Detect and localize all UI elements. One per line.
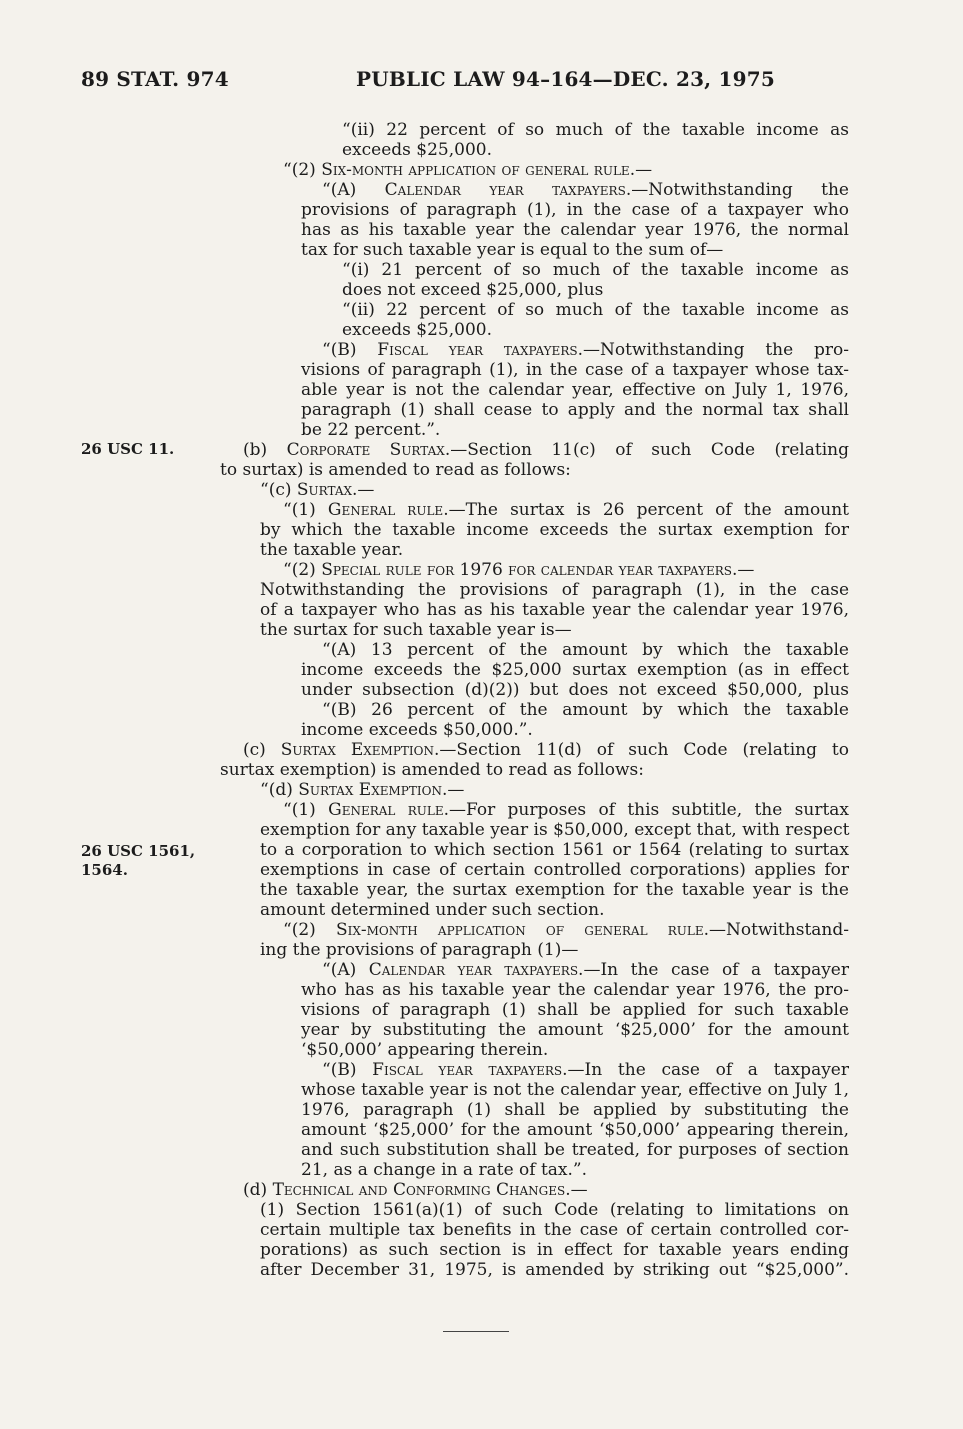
- line-text: whose taxable year is not the calendar year, effective on July 1,: [301, 1080, 849, 1100]
- section-heading: Fiscal year taxpayers: [372, 1060, 563, 1080]
- text-line: [301, 1040, 548, 1060]
- text-line: [301, 720, 533, 740]
- text-line: [260, 480, 374, 500]
- text-line: [260, 1220, 849, 1240]
- text-line: [220, 760, 644, 780]
- text-line: [322, 700, 849, 720]
- line-text-continued: .—Notwithstanding the: [625, 180, 849, 200]
- line-text: “(A) 13 percent of the amount by which the taxable: [322, 640, 849, 660]
- text-line: [342, 120, 849, 140]
- line-text: (c): [243, 740, 281, 760]
- text-line: [283, 160, 652, 180]
- line-text: visions of paragraph (1) shall be applied for such taxable: [301, 1000, 849, 1020]
- section-heading: Six-month application of general rule: [335, 920, 704, 940]
- line-text: provisions of paragraph (1), in the case of a taxpayer who: [301, 200, 849, 220]
- margin-note-26usc11: 26 USC 11.: [81, 440, 175, 458]
- text-line: [342, 140, 492, 160]
- line-text-continued: .—Section 11(d) of such Code (relating to: [434, 740, 849, 760]
- line-text: ing the provisions of paragraph (1)—: [260, 940, 579, 960]
- text-line: [260, 840, 849, 860]
- line-text: “(2): [283, 160, 322, 180]
- line-text: to a corporation to which section 1561 or 1564 (relating to surtax: [260, 840, 849, 860]
- line-text: income exceeds the $25,000 surtax exemption (as in effect: [301, 660, 849, 680]
- line-text: Notwithstanding the provisions of paragraph (1), in the case: [260, 580, 849, 600]
- line-text: the taxable year.: [260, 540, 404, 560]
- text-line: [283, 800, 849, 820]
- line-text-continued: .—In the case of a taxpayer: [562, 1060, 849, 1080]
- line-text: “(A): [322, 960, 369, 980]
- text-line: [260, 1260, 849, 1280]
- text-line: [301, 660, 849, 680]
- text-line: [322, 640, 849, 660]
- text-line: [260, 540, 403, 560]
- section-heading: General rule: [327, 500, 444, 520]
- text-line: [260, 900, 605, 920]
- line-text: “(i) 21 percent of so much of the taxable income as: [342, 260, 849, 280]
- line-text: porations) as such section is in effect for taxable years ending: [260, 1240, 849, 1260]
- margin-note-26usc1561-line1: 26 USC 1561,: [81, 842, 196, 860]
- line-text: under subsection (d)(2)) but does not exceed $50,000, plus: [301, 680, 849, 700]
- line-text: “(A): [322, 180, 385, 200]
- line-text-continued: .—Notwithstand-: [703, 920, 849, 940]
- line-text-continued: .—: [441, 780, 465, 800]
- text-line: [322, 960, 849, 980]
- line-text: “(1): [283, 800, 329, 820]
- line-text: ‘$50,000’ appearing therein.: [301, 1040, 549, 1060]
- text-line: [301, 1120, 849, 1140]
- line-text: after December 31, 1975, is amended by striking out “$25,000”.: [260, 1260, 849, 1280]
- line-text: to surtax) is amended to read as follows:: [220, 460, 571, 480]
- section-heading: Corporate Surtax: [286, 440, 445, 460]
- line-text: visions of paragraph (1), in the case of a taxpayer whose tax-: [301, 360, 849, 380]
- text-line: [301, 360, 849, 380]
- text-line: [342, 320, 492, 340]
- text-line: [301, 680, 849, 700]
- text-line: [301, 1020, 849, 1040]
- text-line: [301, 1080, 849, 1100]
- line-text: “(1): [283, 500, 328, 520]
- line-text: year by substituting the amount ‘$25,000’ for the amount: [301, 1020, 849, 1040]
- line-text: of a taxpayer who has as his taxable year the calendar year 1976,: [260, 600, 849, 620]
- section-heading: Fiscal year taxpayers: [377, 340, 578, 360]
- line-text: exemption for any taxable year is $50,000, except that, with respect: [260, 820, 850, 840]
- line-text: “(d): [260, 780, 299, 800]
- line-text: “(ii) 22 percent of so much of the taxable income as: [342, 120, 849, 140]
- text-line: [301, 220, 849, 240]
- line-text-continued: .—: [732, 560, 755, 580]
- text-line: [283, 560, 754, 580]
- line-text: (b): [243, 440, 287, 460]
- section-heading: Surtax Exemption: [298, 780, 442, 800]
- text-line: [322, 340, 849, 360]
- stat-citation: 89 STAT. 974: [81, 67, 229, 91]
- line-text-continued: .—In the case of a taxpayer: [578, 960, 849, 980]
- section-heading: Calendar year taxpayers: [368, 960, 579, 980]
- line-text: “(ii) 22 percent of so much of the taxable income as: [342, 300, 849, 320]
- text-line: [260, 940, 578, 960]
- section-heading: Surtax: [296, 480, 353, 500]
- line-text-continued: .—For purposes of this subtitle, the surtax: [443, 800, 849, 820]
- line-text: “(B): [322, 340, 378, 360]
- text-line: [301, 1100, 849, 1120]
- line-text: who has as his taxable year the calendar year 1976, the pro-: [301, 980, 849, 1000]
- line-text: paragraph (1) shall cease to apply and the normal tax shall: [301, 400, 849, 420]
- section-heading: General rule: [328, 800, 444, 820]
- line-text: the surtax for such taxable year is—: [260, 620, 572, 640]
- line-text: and such substitution shall be treated, for purposes of section: [301, 1140, 849, 1160]
- text-line: [301, 1160, 587, 1180]
- text-line: [301, 1140, 849, 1160]
- section-heading: Six-month application of general rule: [321, 160, 630, 180]
- line-text: amount determined under such section.: [260, 900, 605, 920]
- text-line: [342, 280, 603, 300]
- line-text-continued: .—: [565, 1180, 588, 1200]
- line-text: tax for such taxable year is equal to the sum of—: [301, 240, 724, 260]
- line-text-continued: .—: [629, 160, 653, 180]
- text-line: [301, 1000, 849, 1020]
- text-line: [260, 620, 572, 640]
- line-text: by which the taxable income exceeds the surtax exemption for: [260, 520, 849, 540]
- text-line: [322, 1060, 849, 1080]
- line-text-continued: .—: [352, 480, 375, 500]
- text-line: [283, 500, 849, 520]
- line-text: be 22 percent.”.: [301, 420, 441, 440]
- line-text: 1976, paragraph (1) shall be applied by substituting the: [301, 1100, 849, 1120]
- line-text-continued: .—Notwithstanding the pro-: [577, 340, 849, 360]
- line-text: surtax exemption) is amended to read as follows:: [220, 760, 644, 780]
- text-line: [260, 1200, 849, 1220]
- section-heading: Special rule for 1976 for calendar year taxpayers: [321, 560, 733, 580]
- line-text: amount ‘$25,000’ for the amount ‘$50,000’ appearing therein,: [301, 1120, 849, 1140]
- text-line: [243, 440, 849, 460]
- line-text: the taxable year, the surtax exemption for the taxable year is the: [260, 880, 849, 900]
- text-line: [301, 400, 849, 420]
- section-heading: Surtax Exemption: [280, 740, 434, 760]
- running-header: PUBLIC LAW 94–164—DEC. 23, 1975: [356, 67, 775, 91]
- text-line: [301, 380, 849, 400]
- section-heading: Technical and Conforming Changes: [272, 1180, 566, 1200]
- line-text: exceeds $25,000.: [342, 320, 493, 340]
- text-line: [260, 600, 849, 620]
- line-text: “(B): [322, 1060, 373, 1080]
- text-line: [342, 300, 849, 320]
- text-line: [260, 860, 849, 880]
- line-text: has as his taxable year the calendar year 1976, the normal: [301, 220, 849, 240]
- text-line: [260, 780, 464, 800]
- end-rule: [443, 1331, 509, 1332]
- line-text: (d): [243, 1180, 273, 1200]
- line-text: able year is not the calendar year, effective on July 1, 1976,: [301, 380, 849, 400]
- text-line: [301, 980, 849, 1000]
- line-text: “(B) 26 percent of the amount by which the taxable: [322, 700, 849, 720]
- text-line: [260, 1240, 849, 1260]
- line-text: exemptions in case of certain controlled corporations) applies for: [260, 860, 849, 880]
- line-text-continued: .—Section 11(c) of such Code (relating: [444, 440, 849, 460]
- text-line: [260, 520, 849, 540]
- text-line: [260, 580, 849, 600]
- line-text: “(2): [283, 920, 336, 940]
- text-line: [220, 460, 571, 480]
- margin-note-26usc1561-line2: 1564.: [81, 861, 128, 879]
- text-line: [301, 200, 849, 220]
- text-line: [243, 740, 849, 760]
- text-line: [322, 180, 849, 200]
- text-line: [283, 920, 849, 940]
- line-text: “(c): [260, 480, 297, 500]
- text-line: [260, 820, 849, 840]
- text-line: [301, 240, 723, 260]
- line-text: exceeds $25,000.: [342, 140, 493, 160]
- line-text: does not exceed $25,000, plus: [342, 280, 604, 300]
- line-text: 21, as a change in a rate of tax.”.: [301, 1160, 588, 1180]
- text-line: [301, 420, 440, 440]
- section-heading: Calendar year taxpayers: [384, 180, 626, 200]
- line-text: (1) Section 1561(a)(1) of such Code (relating to limitations on: [260, 1200, 849, 1220]
- line-text: “(2): [283, 560, 322, 580]
- text-line: [260, 880, 849, 900]
- text-line: [243, 1180, 588, 1200]
- line-text-continued: .—The surtax is 26 percent of the amount: [443, 500, 849, 520]
- line-text: income exceeds $50,000.”.: [301, 720, 533, 740]
- line-text: certain multiple tax benefits in the case of certain controlled cor-: [260, 1220, 849, 1240]
- text-line: [342, 260, 849, 280]
